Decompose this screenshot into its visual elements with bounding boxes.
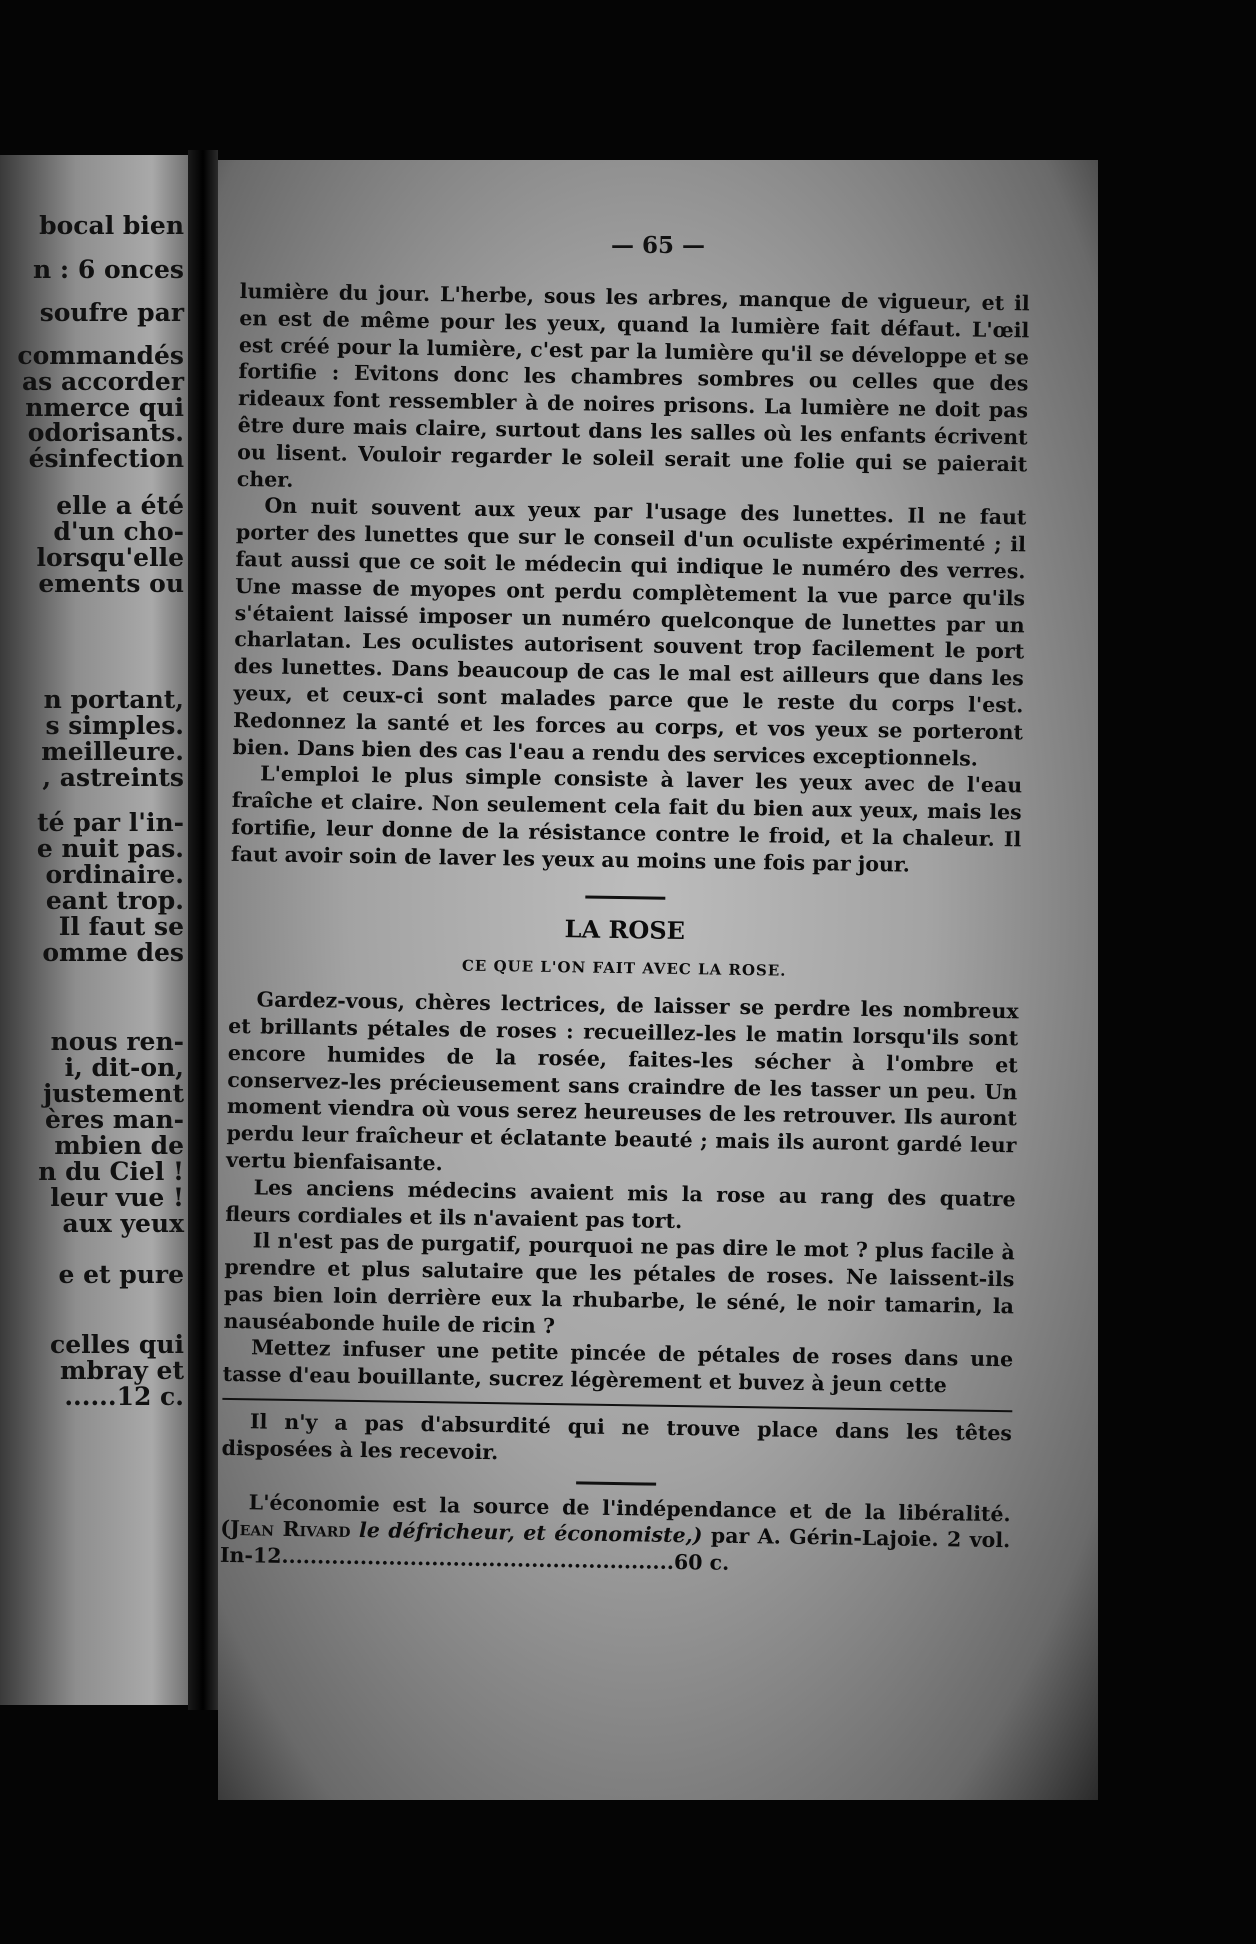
page-body bbox=[220, 278, 1030, 1581]
section-title: LA ROSE bbox=[564, 913, 686, 945]
paragraph: lumière du jour. L'herbe, sous les arbres, manque de vigueur, et il en est de même pour les yeux, quand la lumière fait défaut. L'œil est créé pour la lumière, c'est par la lumière qu'il se développe et se fortifie : Evitons donc les chambres sombres ou celles que des rideaux font ressembler à de noires prisons. La lumière ne doit pas être dure mais claire, surtout dans les salles où les enfants écrivent ou lisent. Vouloir regarder le soleil serait une folie qui se paierait cher. bbox=[236, 278, 1030, 492]
left-page-line: d'un cho- bbox=[53, 517, 184, 546]
left-page-line: justement bbox=[43, 1079, 184, 1108]
left-page-line: ères man- bbox=[45, 1105, 184, 1134]
footer-author: (Jean Rivard bbox=[220, 1516, 351, 1543]
left-page-line: n : 6 onces bbox=[33, 255, 184, 284]
paragraph: Gardez-vous, chères lectrices, de laisser se perdre les nombreux et brillants pétales de roses : recueillez-les le matin lorsqu'ils sont encore humides de la rosée, faites-les sécher à l'ombre et conservez-les précieusement sans craindre de les tasser un peu. Un moment viendra où vous serez heureuses de les retrouver. Ils auront perdu leur fraîcheur et éclatante beauté ; mais ils auront gardé leur vertu bienfaisante. bbox=[225, 987, 1019, 1176]
left-page-line: odorisants. bbox=[27, 418, 184, 447]
paragraph: Il n'est pas de purgatif, pourquoi ne pas dire le mot ? plus facile à prendre et plus salutaire que les pétales de roses. Ne laissent-ils pas bien loin derrière eux la rhubarbe, le séné, le noir tamarin, la nauséabonde huile de ricin ? bbox=[223, 1228, 1015, 1338]
footer-title: le défricheur, et économiste,) bbox=[358, 1518, 703, 1548]
left-page-line: e nuit pas. bbox=[36, 834, 184, 863]
left-page-line: ordinaire. bbox=[45, 860, 184, 889]
paragraph: On nuit souvent aux yeux par l'usage des lunettes. Il ne faut porter des lunettes que sur le conseil d'un oculiste expérimenté ; il faut aussi que ce soit le médecin qui indique le numéro des verres. Une masse de myopes ont perdu complètement la vue parce qu'ils s'étaient laissé imposer un numéro quelconque de lunettes par un charlatan. Les oculistes autorisent souvent trop facilement le port des lunettes. Dans beaucoup de cas le mal est ailleurs que dans les yeux, et ceux-ci sont malades parce que le reste du corps l'est. Redonnez la santé et les forces au corps, et vos yeux se porteront bien. Dans bien des cas l'eau a rendu des services exceptionnels. bbox=[232, 493, 1027, 771]
left-page-line: meilleure. bbox=[41, 737, 184, 766]
left-page-line: n portant, bbox=[43, 685, 184, 714]
left-page-fragment bbox=[0, 155, 190, 1705]
left-page-line: bocal bien bbox=[39, 211, 184, 240]
left-page-line: nmerce qui bbox=[25, 393, 184, 422]
left-page-line: lorsqu'elle bbox=[36, 543, 184, 572]
left-page-line: ésinfection bbox=[28, 444, 184, 473]
left-page-line: aux yeux bbox=[62, 1209, 184, 1238]
left-page-line: n du Ciel ! bbox=[38, 1157, 184, 1186]
paragraph: L'emploi le plus simple consiste à laver les yeux avec de l'eau fraîche et claire. Non seulement cela fait du bien aux yeux, mais les fortifie, leur donne de la résistance contre le froid, et la chaleur. Il faut avoir soin de laver les yeux au moins une fois par jour. bbox=[230, 761, 1023, 877]
footer-lead: L'économie est la source de l'indépendance et de la libéralité. bbox=[248, 1489, 1011, 1526]
left-page-line: s simples. bbox=[45, 711, 184, 740]
left-page-line: nous ren- bbox=[50, 1027, 184, 1056]
left-page-line: as accorder bbox=[21, 367, 184, 396]
left-page-line: Il faut se bbox=[58, 912, 184, 941]
page-number: — 65 — bbox=[610, 232, 706, 259]
left-page-line: omme des bbox=[42, 938, 184, 967]
left-page-line: té par l'in- bbox=[37, 808, 184, 837]
left-page-line: celles qui bbox=[50, 1330, 184, 1359]
right-page bbox=[218, 160, 1098, 1800]
footer-divider bbox=[576, 1481, 656, 1485]
left-page-line: soufre par bbox=[39, 298, 184, 327]
footer-tail: par A. Gérin-Lajoie. 2 vol. In-12.......................................................60 c. bbox=[219, 1524, 1011, 1576]
left-page-line: i, dit-on, bbox=[64, 1053, 184, 1082]
section-subtitle: CE QUE L'ON FAIT AVEC LA ROSE. bbox=[461, 956, 787, 980]
book-gutter bbox=[188, 150, 218, 1710]
left-page-line: mbien de bbox=[54, 1131, 184, 1160]
left-page-line: elle a été bbox=[56, 491, 184, 520]
left-page-line: leur vue ! bbox=[50, 1183, 184, 1212]
left-page-line: commandés bbox=[17, 341, 184, 370]
left-page-line: mbray et bbox=[60, 1356, 184, 1385]
left-page-line: ......12 c. bbox=[64, 1382, 184, 1411]
maxim: Il n'y a pas d'absurdité qui ne trouve place dans les têtes disposées à les recevoir. bbox=[221, 1409, 1013, 1465]
left-page-line: ements ou bbox=[38, 569, 184, 598]
left-page-line: e et pure bbox=[58, 1260, 184, 1289]
paragraph: Les anciens médecins avaient mis la rose au rang des quatre fleurs cordiales et ils n'avaient pas tort. bbox=[225, 1175, 1016, 1233]
left-page-line: , astreints bbox=[42, 763, 184, 792]
advertisement-footer bbox=[220, 1489, 1011, 1582]
paragraph: Mettez infuser une petite pincée de pétales de roses dans une tasse d'eau bouillante, sucrez légèrement et buvez à jeun cette bbox=[222, 1335, 1014, 1398]
left-page-line: eant trop. bbox=[45, 886, 184, 915]
section-divider bbox=[585, 895, 665, 899]
